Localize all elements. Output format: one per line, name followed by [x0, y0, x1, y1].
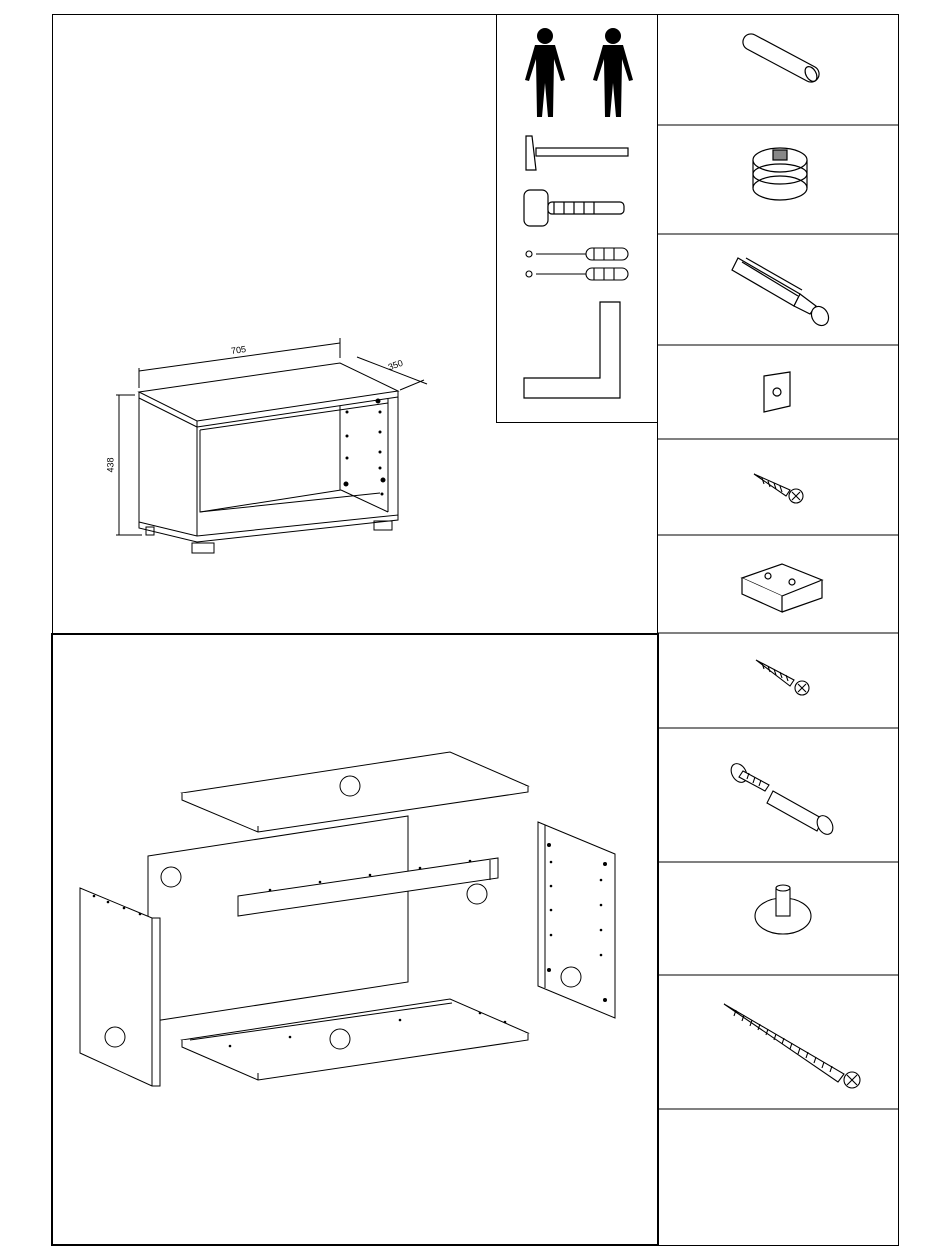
- width-dimension: 705: [230, 344, 247, 356]
- depth-dimension: 350: [386, 357, 405, 373]
- height-dimension: 438: [105, 457, 116, 473]
